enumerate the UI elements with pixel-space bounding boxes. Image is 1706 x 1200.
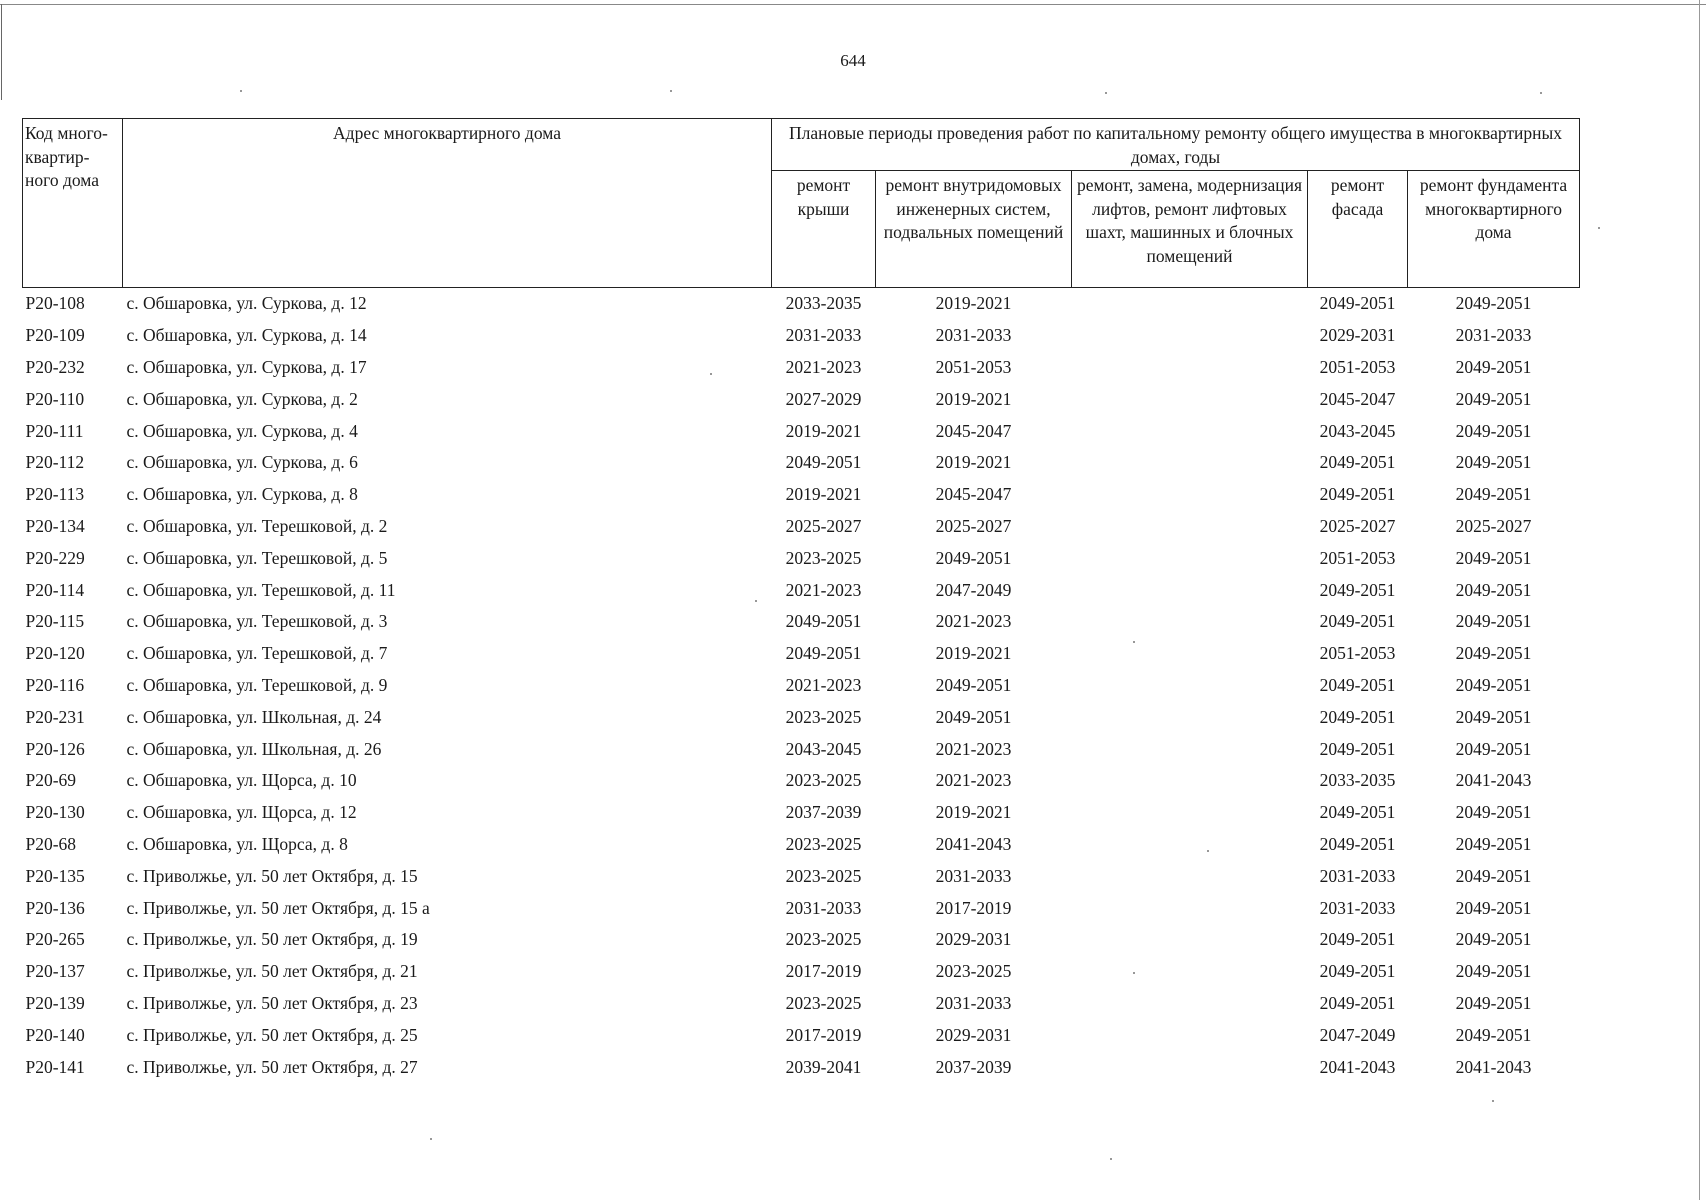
table-row [23, 892, 1580, 924]
cell-code: Р20-120 [25, 643, 85, 664]
cell-roof: 2017-2019 [785, 961, 862, 982]
cell-roof: 2023-2025 [785, 929, 862, 950]
table-row [23, 988, 1580, 1020]
cell-roof: 2025-2027 [785, 515, 862, 536]
cell-address: с. Обшаровка, ул. Щорса, д. 12 [126, 802, 357, 823]
cell-address: с. Приволжье, ул. 50 лет Октября, д. 15 [126, 865, 418, 886]
cell-foundation: 2049-2051 [1455, 738, 1532, 759]
cell-roof: 2031-2033 [785, 325, 862, 346]
cell-foundation: 2031-2033 [1455, 325, 1532, 346]
cell-elevators [1072, 511, 1308, 543]
cell-foundation: 2049-2051 [1455, 643, 1532, 664]
cell-code: Р20-265 [25, 929, 85, 950]
scan-speck [430, 1138, 432, 1140]
cell-roof: 2043-2045 [785, 738, 862, 759]
cell-engineering: 2031-2033 [935, 865, 1012, 886]
table-row [23, 542, 1580, 574]
cell-engineering: 2021-2023 [935, 611, 1012, 632]
table-row [23, 352, 1580, 384]
cell-facade: 2031-2033 [1319, 897, 1396, 918]
cell-address: с. Обшаровка, ул. Суркова, д. 2 [126, 388, 358, 409]
cell-foundation: 2049-2051 [1455, 293, 1532, 314]
cell-address: с. Обшаровка, ул. Терешковой, д. 11 [126, 579, 396, 600]
cell-roof: 2039-2041 [785, 1056, 862, 1077]
header-roof: ремонт крыши [772, 171, 876, 288]
cell-engineering: 2017-2019 [935, 897, 1012, 918]
table-row [23, 479, 1580, 511]
cell-elevators [1072, 797, 1308, 829]
cell-address: с. Обшаровка, ул. Суркова, д. 14 [126, 325, 367, 346]
cell-elevators [1072, 447, 1308, 479]
cell-address: с. Приволжье, ул. 50 лет Октября, д. 15 а [126, 897, 430, 918]
cell-facade: 2049-2051 [1319, 992, 1396, 1013]
cell-roof: 2017-2019 [785, 1024, 862, 1045]
cell-address: с. Приволжье, ул. 50 лет Октября, д. 21 [126, 961, 418, 982]
cell-foundation: 2049-2051 [1455, 484, 1532, 505]
cell-address: с. Обшаровка, ул. Суркова, д. 17 [126, 356, 367, 377]
cell-roof: 2049-2051 [785, 452, 862, 473]
cell-facade: 2049-2051 [1319, 452, 1396, 473]
cell-roof: 2023-2025 [785, 992, 862, 1013]
header-row-top [23, 119, 1580, 171]
table-row [23, 924, 1580, 956]
cell-roof: 2023-2025 [785, 865, 862, 886]
cell-facade: 2049-2051 [1319, 611, 1396, 632]
cell-engineering: 2041-2043 [935, 833, 1012, 854]
cell-elevators [1072, 988, 1308, 1020]
cell-address: с. Обшаровка, ул. Суркова, д. 6 [126, 452, 358, 473]
cell-address: с. Обшаровка, ул. Терешковой, д. 9 [126, 674, 388, 695]
cell-foundation: 2049-2051 [1455, 452, 1532, 473]
cell-elevators [1072, 733, 1308, 765]
cell-foundation: 2049-2051 [1455, 1024, 1532, 1045]
cell-engineering: 2047-2049 [935, 579, 1012, 600]
cell-code: Р20-109 [25, 325, 85, 346]
header-periods-group: Плановые периоды проведения работ по капитальному ремонту общего имущества в многоквартирных домах, годы [772, 119, 1580, 171]
cell-engineering: 2019-2021 [935, 452, 1012, 473]
cell-code: Р20-126 [25, 738, 85, 759]
cell-elevators [1072, 574, 1308, 606]
table-row [23, 956, 1580, 988]
cell-code: Р20-108 [25, 293, 85, 314]
cell-roof: 2027-2029 [785, 388, 862, 409]
cell-foundation: 2049-2051 [1455, 547, 1532, 568]
header-facade: ремонт фасада [1308, 171, 1408, 288]
table-row [23, 1051, 1580, 1083]
scan-speck [1105, 92, 1107, 94]
cell-engineering: 2045-2047 [935, 420, 1012, 441]
cell-foundation: 2049-2051 [1455, 611, 1532, 632]
cell-foundation: 2049-2051 [1455, 833, 1532, 854]
cell-elevators [1072, 670, 1308, 702]
cell-facade: 2049-2051 [1319, 293, 1396, 314]
cell-elevators [1072, 765, 1308, 797]
cell-address: с. Обшаровка, ул. Терешковой, д. 5 [126, 547, 388, 568]
cell-foundation: 2049-2051 [1455, 388, 1532, 409]
cell-code: Р20-139 [25, 992, 85, 1013]
cell-roof: 2031-2033 [785, 897, 862, 918]
table-row [23, 606, 1580, 638]
cell-engineering: 2019-2021 [935, 388, 1012, 409]
cell-foundation: 2049-2051 [1455, 706, 1532, 727]
scan-speck [1492, 1100, 1494, 1102]
cell-facade: 2049-2051 [1319, 484, 1396, 505]
cell-elevators [1072, 415, 1308, 447]
cell-engineering: 2049-2051 [935, 547, 1012, 568]
cell-elevators [1072, 924, 1308, 956]
cell-code: Р20-69 [25, 770, 77, 791]
table-row [23, 415, 1580, 447]
cell-elevators [1072, 542, 1308, 574]
table-header [23, 119, 1580, 288]
cell-code: Р20-231 [25, 706, 85, 727]
cell-elevators [1072, 383, 1308, 415]
cell-elevators [1072, 892, 1308, 924]
cell-code: Р20-112 [25, 452, 85, 473]
cell-foundation: 2049-2051 [1455, 674, 1532, 695]
cell-engineering: 2019-2021 [935, 293, 1012, 314]
scan-speck [670, 90, 672, 92]
cell-elevators [1072, 288, 1308, 320]
repair-schedule-table [22, 118, 1580, 1083]
cell-facade: 2049-2051 [1319, 674, 1396, 695]
cell-roof: 2023-2025 [785, 547, 862, 568]
cell-elevators [1072, 606, 1308, 638]
cell-engineering: 2031-2033 [935, 325, 1012, 346]
cell-roof: 2019-2021 [785, 484, 862, 505]
cell-facade: 2051-2053 [1319, 356, 1396, 377]
cell-facade: 2047-2049 [1319, 1024, 1396, 1045]
table-row [23, 860, 1580, 892]
cell-foundation: 2049-2051 [1455, 929, 1532, 950]
header-address: Адрес многоквартирного дома [123, 119, 772, 288]
scan-speck [710, 373, 712, 375]
cell-foundation: 2025-2027 [1455, 515, 1532, 536]
cell-code: Р20-116 [25, 674, 85, 695]
cell-elevators [1072, 701, 1308, 733]
cell-roof: 2037-2039 [785, 802, 862, 823]
cell-engineering: 2023-2025 [935, 961, 1012, 982]
cell-roof: 2023-2025 [785, 770, 862, 791]
cell-foundation: 2049-2051 [1455, 865, 1532, 886]
cell-facade: 2031-2033 [1319, 865, 1396, 886]
cell-engineering: 2029-2031 [935, 929, 1012, 950]
cell-engineering: 2029-2031 [935, 1024, 1012, 1045]
cell-address: с. Обшаровка, ул. Школьная, д. 26 [126, 738, 382, 759]
table-row [23, 1019, 1580, 1051]
cell-code: Р20-134 [25, 515, 85, 536]
cell-address: с. Обшаровка, ул. Школьная, д. 24 [126, 706, 382, 727]
cell-code: Р20-113 [25, 484, 85, 505]
cell-facade: 2049-2051 [1319, 579, 1396, 600]
cell-facade: 2029-2031 [1319, 325, 1396, 346]
cell-code: Р20-141 [25, 1056, 85, 1077]
cell-address: с. Обшаровка, ул. Суркова, д. 12 [126, 293, 367, 314]
scan-speck [1207, 850, 1209, 852]
cell-address: с. Приволжье, ул. 50 лет Октября, д. 23 [126, 992, 418, 1013]
cell-code: Р20-111 [25, 420, 84, 441]
scan-speck [1598, 227, 1600, 229]
cell-code: Р20-130 [25, 802, 85, 823]
table-row [23, 797, 1580, 829]
table-row [23, 765, 1580, 797]
cell-address: с. Приволжье, ул. 50 лет Октября, д. 25 [126, 1024, 418, 1045]
cell-code: Р20-137 [25, 961, 85, 982]
cell-foundation: 2049-2051 [1455, 802, 1532, 823]
cell-engineering: 2051-2053 [935, 356, 1012, 377]
cell-roof: 2023-2025 [785, 833, 862, 854]
scan-speck [1133, 641, 1135, 643]
cell-address: с. Обшаровка, ул. Щорса, д. 8 [126, 833, 348, 854]
cell-engineering: 2021-2023 [935, 738, 1012, 759]
cell-facade: 2051-2053 [1319, 643, 1396, 664]
cell-engineering: 2031-2033 [935, 992, 1012, 1013]
cell-engineering: 2037-2039 [935, 1056, 1012, 1077]
cell-address: с. Обшаровка, ул. Суркова, д. 4 [126, 420, 358, 441]
header-engineering: ремонт внутридомовых инженерных систем, подвальных помещений [876, 171, 1072, 288]
cell-foundation: 2041-2043 [1455, 1056, 1532, 1077]
cell-roof: 2023-2025 [785, 706, 862, 727]
cell-facade: 2049-2051 [1319, 706, 1396, 727]
cell-facade: 2025-2027 [1319, 515, 1396, 536]
cell-facade: 2049-2051 [1319, 961, 1396, 982]
cell-roof: 2049-2051 [785, 643, 862, 664]
cell-roof: 2033-2035 [785, 293, 862, 314]
cell-elevators [1072, 956, 1308, 988]
cell-foundation: 2049-2051 [1455, 579, 1532, 600]
cell-facade: 2049-2051 [1319, 802, 1396, 823]
table-body [23, 288, 1580, 1083]
scan-speck [1133, 972, 1135, 974]
cell-engineering: 2019-2021 [935, 643, 1012, 664]
cell-address: с. Обшаровка, ул. Суркова, д. 8 [126, 484, 358, 505]
cell-roof: 2021-2023 [785, 579, 862, 600]
cell-elevators [1072, 638, 1308, 670]
cell-code: Р20-140 [25, 1024, 85, 1045]
cell-engineering: 2025-2027 [935, 515, 1012, 536]
page-number: 644 [840, 51, 866, 70]
cell-address: с. Приволжье, ул. 50 лет Октября, д. 27 [126, 1056, 418, 1077]
cell-elevators [1072, 479, 1308, 511]
cell-elevators [1072, 829, 1308, 861]
cell-facade: 2043-2045 [1319, 420, 1396, 441]
cell-facade: 2049-2051 [1319, 929, 1396, 950]
cell-facade: 2049-2051 [1319, 833, 1396, 854]
cell-facade: 2049-2051 [1319, 738, 1396, 759]
cell-foundation: 2049-2051 [1455, 356, 1532, 377]
table-row [23, 638, 1580, 670]
cell-address: с. Обшаровка, ул. Терешковой, д. 7 [126, 643, 388, 664]
table-row [23, 733, 1580, 765]
cell-engineering: 2049-2051 [935, 706, 1012, 727]
cell-engineering: 2045-2047 [935, 484, 1012, 505]
cell-foundation: 2049-2051 [1455, 420, 1532, 441]
cell-address: с. Приволжье, ул. 50 лет Октября, д. 19 [126, 929, 418, 950]
cell-roof: 2021-2023 [785, 356, 862, 377]
cell-elevators [1072, 352, 1308, 384]
cell-facade: 2051-2053 [1319, 547, 1396, 568]
table-row [23, 383, 1580, 415]
scan-edge-right [1699, 0, 1700, 1200]
cell-address: с. Обшаровка, ул. Щорса, д. 10 [126, 770, 357, 791]
cell-engineering: 2049-2051 [935, 674, 1012, 695]
scan-speck [755, 600, 757, 602]
cell-code: Р20-136 [25, 897, 85, 918]
cell-code: Р20-68 [25, 833, 77, 854]
table-row [23, 288, 1580, 320]
cell-roof: 2021-2023 [785, 674, 862, 695]
table-row [23, 447, 1580, 479]
header-code: Код много-квартир-ного дома [23, 119, 123, 288]
table-row [23, 701, 1580, 733]
table-row [23, 670, 1580, 702]
cell-engineering: 2019-2021 [935, 802, 1012, 823]
cell-code: Р20-115 [25, 611, 85, 632]
cell-address: с. Обшаровка, ул. Терешковой, д. 2 [126, 515, 388, 536]
scan-speck [1540, 92, 1542, 94]
cell-roof: 2019-2021 [785, 420, 862, 441]
cell-code: Р20-110 [25, 388, 85, 409]
header-foundation: ремонт фундамента многоквартирного дома [1408, 171, 1580, 288]
scan-edge-top [0, 4, 1706, 5]
table-row [23, 829, 1580, 861]
cell-address: с. Обшаровка, ул. Терешковой, д. 3 [126, 611, 388, 632]
cell-foundation: 2049-2051 [1455, 897, 1532, 918]
cell-elevators [1072, 860, 1308, 892]
header-elevators: ремонт, замена, модернизация лифтов, ремонт лифтовых шахт, машинных и блочных помещений [1072, 171, 1308, 288]
table-row [23, 511, 1580, 543]
scan-speck [1110, 1158, 1112, 1160]
cell-code: Р20-229 [25, 547, 85, 568]
table-row [23, 574, 1580, 606]
table-row [23, 320, 1580, 352]
cell-foundation: 2041-2043 [1455, 770, 1532, 791]
cell-facade: 2041-2043 [1319, 1056, 1396, 1077]
cell-elevators [1072, 320, 1308, 352]
cell-code: Р20-114 [25, 579, 85, 600]
cell-roof: 2049-2051 [785, 611, 862, 632]
cell-facade: 2045-2047 [1319, 388, 1396, 409]
cell-code: Р20-232 [25, 356, 85, 377]
scan-speck [240, 90, 242, 92]
cell-foundation: 2049-2051 [1455, 992, 1532, 1013]
cell-facade: 2033-2035 [1319, 770, 1396, 791]
cell-elevators [1072, 1051, 1308, 1083]
cell-foundation: 2049-2051 [1455, 961, 1532, 982]
cell-code: Р20-135 [25, 865, 85, 886]
cell-engineering: 2021-2023 [935, 770, 1012, 791]
cell-elevators [1072, 1019, 1308, 1051]
